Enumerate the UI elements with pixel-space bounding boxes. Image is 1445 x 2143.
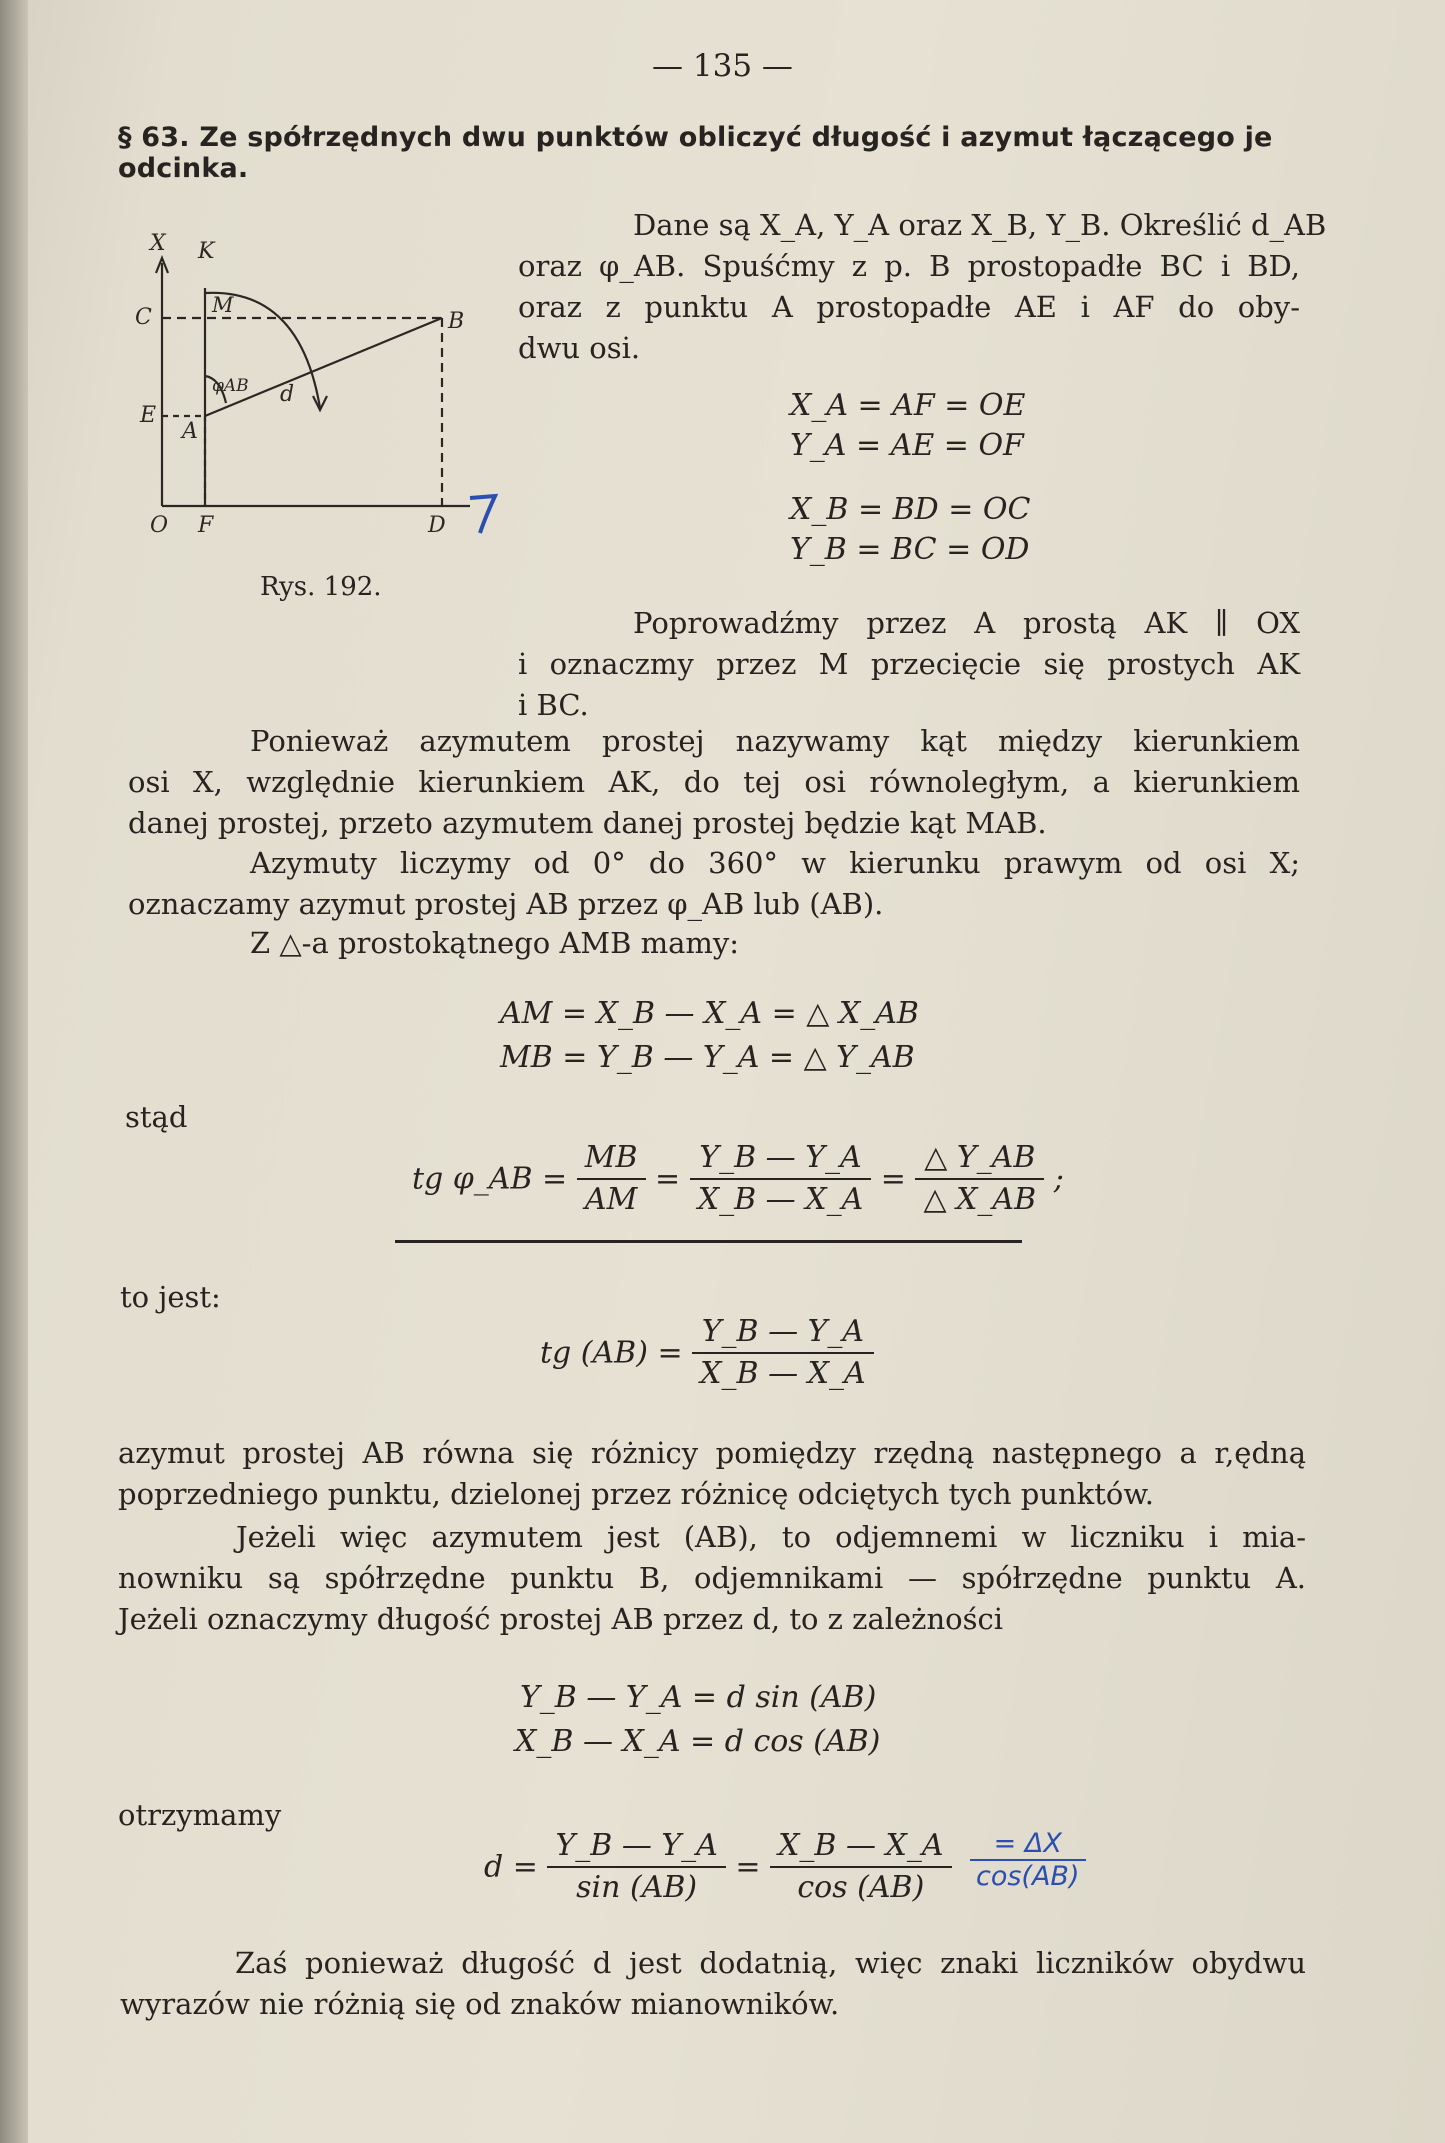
paragraph-azimuth-definition <box>128 720 1300 843</box>
formula-tail: ; <box>1053 1161 1064 1197</box>
book-spine-shadow <box>0 0 28 2143</box>
fraction-denominator: X_B — X_A <box>700 1356 866 1391</box>
handwritten-denominator: cos(AB) <box>976 1861 1080 1892</box>
label-m: M <box>212 293 234 317</box>
label-c: C <box>135 305 152 330</box>
formula-lhs: d = <box>484 1849 538 1885</box>
text-line: i BC. <box>518 688 589 722</box>
text-line: Z △-a prostokątnego AMB mamy: <box>250 926 740 960</box>
text-line: Jeżeli więc azymutem jest (AB), to odjemnemi w liczniku i mia- <box>236 1520 1306 1554</box>
fraction-denominator: cos (AB) <box>797 1870 925 1905</box>
handwritten-note <box>970 1828 1086 1892</box>
text-line: poprzedniego punktu, dzielonej przez różnicę odciętych tych punktów. <box>118 1477 1154 1511</box>
label-x: X <box>150 231 166 256</box>
equation-yb: Y_B = BC = OD <box>790 532 1030 567</box>
label-dd: D <box>428 513 446 538</box>
text-line: Zaś ponieważ długość d jest dodatnią, więc znaki liczników obydwu <box>235 1946 1306 1980</box>
fraction-denominator: X_B — X_A <box>697 1182 864 1217</box>
text-line: Ponieważ azymutem prostej nazywamy kąt między kierunkiem <box>250 724 1300 758</box>
text-line: nowniku są spółrzędne punktu B, odjemnikami — spółrzędne punktu A. <box>118 1561 1306 1595</box>
fraction-numerator: MB <box>577 1138 646 1180</box>
fraction-d-sin <box>547 1826 725 1908</box>
text-line: danej prostej, przeto azymutem danej prostej będzie kąt MAB. <box>128 806 1047 840</box>
section-heading: § 63. Ze spółrzędnych dwu punktów obliczyć długość i azymut łączącego je odcinka. <box>118 122 1273 184</box>
equation-xb: X_B = BD = OC <box>790 492 1031 527</box>
formula-d: d = $\frac{Y\_B — Y\_A}{\sin (AB)}$ = $\frac{X\_B — X\_A}{\cos (AB)}$ <box>484 1826 952 1908</box>
paragraph-jezeli <box>118 1516 1306 1639</box>
fraction-denominator: △ X_AB <box>923 1182 1037 1217</box>
paragraph-ak <box>518 602 1300 725</box>
text-line: azymut prostej AB równa się różnicy pomiędzy rzędną następnego a r,ędną <box>118 1436 1306 1470</box>
text-line: Dane są X_A, Y_A oraz X_B, Y_B. Określić d_AB <box>633 208 1327 242</box>
paragraph-triangle <box>250 922 1250 963</box>
text-line: Poprowadźmy przez A prostą AK ∥ OX <box>633 606 1300 640</box>
word-otrzymamy: otrzymamy <box>118 1798 282 1832</box>
text-line: osi X, względnie kierunkiem AK, do tej osi równoległym, a kierunkiem <box>128 765 1300 799</box>
equation-am: AM = X_B — X_A = △ X_AB <box>500 996 919 1031</box>
fraction-mb-am <box>577 1138 646 1220</box>
label-d: d <box>280 382 295 407</box>
text-line: i oznaczmy przez M przecięcie się prostych AK <box>518 647 1300 681</box>
fraction-d-cos <box>770 1826 952 1908</box>
text-line: oraz z punktu A prostopadłe AE i AF do oby- <box>518 290 1300 324</box>
figure-diagram <box>130 228 520 558</box>
equation-x-cos: X_B — X_A = d cos (AB) <box>515 1724 881 1759</box>
paragraph-azimuth-count <box>128 842 1300 924</box>
page-number: — 135 — <box>652 48 793 84</box>
horizontal-rule <box>395 1240 1022 1243</box>
text-line: wyrazów nie różnią się od znaków mianowników. <box>120 1987 840 2021</box>
fraction-y-x <box>690 1138 872 1220</box>
label-a: A <box>182 419 198 444</box>
equation-y-sin: Y_B — Y_A = d sin (AB) <box>520 1680 877 1715</box>
fraction-numerator: △ Y_AB <box>915 1138 1044 1180</box>
word-stad: stąd <box>125 1100 188 1134</box>
fraction-denominator: AM <box>584 1182 638 1217</box>
fraction-numerator: X_B — X_A <box>770 1826 952 1868</box>
text-line: oznaczamy azymut prostej AB przez φ_AB lub (AB). <box>128 887 884 921</box>
label-phi: φAB <box>212 376 249 396</box>
intro-paragraph <box>518 204 1327 368</box>
fraction-denominator: sin (AB) <box>576 1870 698 1905</box>
fraction-numerator: Y_B — Y_A <box>690 1138 872 1180</box>
label-o: O <box>150 513 169 538</box>
fraction-tg-ab <box>692 1312 874 1394</box>
formula-tg-phi: tg φ_AB = $\frac{MB}{AM}$ = $\frac{Y\_B — Y\_A}{X\_B — X\_A}$ = $\frac{\triangle Y\_AB}{\triangle X\_AB}$ ; <box>412 1138 1064 1220</box>
formula-lhs: tg (AB) = <box>540 1335 683 1371</box>
fraction-delta <box>915 1138 1044 1220</box>
text-line: dwu osi. <box>518 331 641 365</box>
equation-ya: Y_A = AE = OF <box>790 428 1024 463</box>
label-b: B <box>448 309 465 334</box>
formula-lhs: tg φ_AB = <box>412 1161 568 1197</box>
text-line: Azymuty liczymy od 0° do 360° w kierunku prawym od osi X; <box>250 846 1300 880</box>
text-line: oraz φ_AB. Spuśćmy z p. B prostopadłe BC i BD, <box>518 249 1300 283</box>
label-f: F <box>198 513 214 538</box>
equation-mb: MB = Y_B — Y_A = △ Y_AB <box>500 1040 915 1075</box>
final-paragraph <box>120 1942 1306 2024</box>
word-to-jest: to jest: <box>120 1280 221 1314</box>
label-e: E <box>140 403 157 428</box>
fraction-numerator: Y_B — Y_A <box>547 1826 725 1868</box>
handwritten-numerator: = ΔX <box>970 1828 1086 1861</box>
formula-tg-ab <box>540 1312 874 1394</box>
text-line: Jeżeli oznaczymy długość prostej AB przez d, to z zależności <box>118 1602 1003 1636</box>
label-k: K <box>198 239 215 264</box>
handwritten-mark-icon <box>470 496 495 533</box>
paragraph-azimut-rowna <box>118 1432 1306 1514</box>
equation-xa: X_A = AF = OE <box>790 388 1026 423</box>
fraction-numerator: Y_B — Y_A <box>692 1312 874 1354</box>
figure-caption: Rys. 192. <box>260 572 382 602</box>
